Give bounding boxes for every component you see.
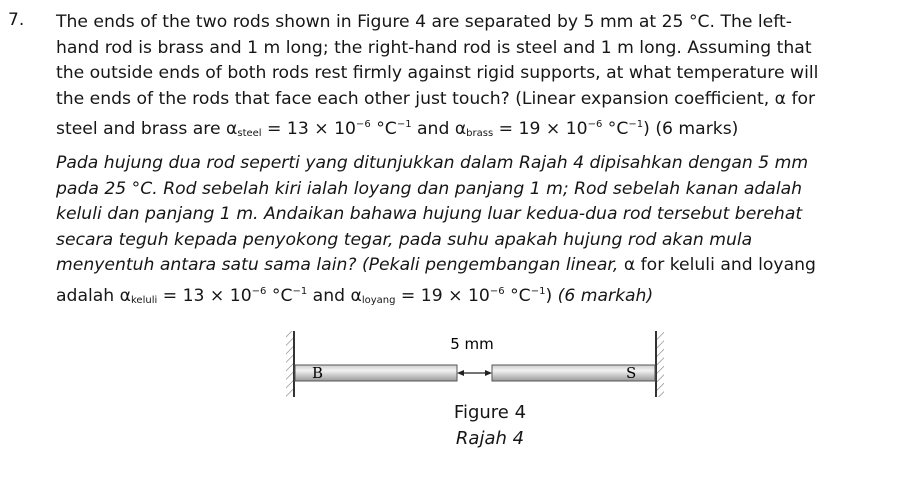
brass-rod-label: B bbox=[312, 364, 324, 382]
malay-line-3: keluli dan panjang 1 m. Andaikan bahawa hujung luar kedua-dua rod tersebut berehat bbox=[56, 204, 803, 224]
malay-line-1: Pada hujung dua rod seperti yang ditunjukkan dalam Rajah 4 dipisahkan dengan 5 mm bbox=[56, 153, 809, 173]
left-rigid-support bbox=[286, 331, 294, 397]
english-line-2: hand rod is brass and 1 m long; the right-hand rod is steel and 1 m long. Assuming that bbox=[56, 37, 812, 58]
english-line-3: the outside ends of both rods rest firmly against rigid supports, at what temperature will bbox=[56, 63, 819, 83]
malay-line-5: menyentuh antara satu sama lain? (Pekali pengembangan linear, α for keluli and loyang bbox=[56, 255, 816, 275]
alpha-brass-subscript: brass bbox=[466, 128, 494, 139]
figure-caption-malay: Rajah 4 bbox=[455, 428, 525, 449]
alpha-keluli-subscript: keluli bbox=[130, 294, 158, 306]
alpha-symbol: α bbox=[226, 119, 238, 139]
alpha-loyang-subscript: loyang bbox=[361, 294, 396, 306]
alpha-steel-subscript: steel bbox=[237, 128, 262, 139]
english-line-1: The ends of the two rods shown in Figure 4 are separated by 5 mm at 25 °C. The left- bbox=[56, 12, 792, 32]
steel-rod-label: S bbox=[626, 364, 637, 382]
marks-malay: (6 markah) bbox=[552, 285, 654, 306]
gap-label: 5 mm bbox=[450, 335, 494, 353]
figure-4-rods-diagram bbox=[286, 328, 666, 410]
question-number: 7. bbox=[8, 10, 25, 30]
question-text-english bbox=[56, 10, 904, 147]
malay-line-4: secara teguh kepada penyokong tegar, pada suhu apakah hujung rod akan mula bbox=[56, 229, 753, 250]
question-text-malay bbox=[56, 151, 904, 313]
right-rigid-support bbox=[656, 331, 664, 397]
malay-line-2: pada 25 °C. Rod sebelah kiri ialah loyang dan panjang 1 m; Rod sebelah kanan adalah bbox=[56, 178, 803, 199]
figure-caption-english: Figure 4 bbox=[453, 402, 527, 423]
marks-english: ) (6 marks) bbox=[643, 119, 739, 139]
english-line-4: the ends of the rods that face each other just touch? (Linear expansion coefficient, α for bbox=[56, 88, 816, 109]
malay-line-6: adalah $\alpha_{keluli} = 13 \times 10^{-6}$ $^\circ C^{-1}$ and $\alpha_{loyang} = 19 \times 10^{-6}$ $^\circ C^{-1}$) (6 markah) bbox=[56, 285, 654, 306]
english-line-5: steel and brass are $\alpha_{steel} = 13 \times 10^{-6}$ $^\circ C^{-1}$ and $\alpha_{brass} = 19 \times 10^{-6}$ $^\circ C^{-1}$) (6 marks) bbox=[56, 119, 739, 139]
gap-dimension-arrow bbox=[457, 370, 492, 376]
